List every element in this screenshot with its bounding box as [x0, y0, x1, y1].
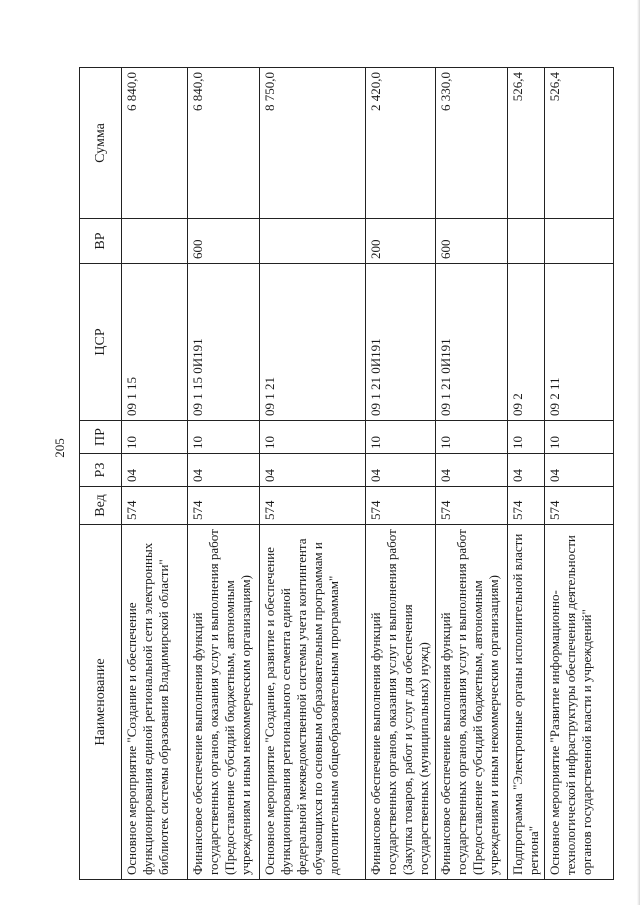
- cell-ved: 574: [260, 487, 366, 525]
- header-rz: РЗ: [80, 454, 122, 487]
- cell-csr: 09 2: [508, 264, 545, 421]
- cell-rz: 04: [122, 454, 188, 487]
- cell-csr: 09 1 21 0И191: [366, 264, 436, 421]
- cell-rz: 04: [188, 454, 260, 487]
- budget-table-wrapper: [79, 68, 612, 880]
- cell-name: Финансовое обеспечение выполнения функций государственных органов, оказания услуг и выполнения работ (Предоставление субсидий бюджетным, автономным учреждениям и иным некоммерческим организациям): [436, 525, 508, 880]
- cell-ved: 574: [366, 487, 436, 525]
- table-row: [508, 68, 545, 880]
- cell-pr: 10: [366, 421, 436, 454]
- cell-rz: 04: [545, 454, 614, 487]
- table-row: [188, 68, 260, 880]
- cell-csr: 09 1 15: [122, 264, 188, 421]
- cell-sum: 526,4: [508, 68, 545, 219]
- cell-sum: 6 840,0: [122, 68, 188, 219]
- cell-pr: 10: [436, 421, 508, 454]
- table-row: [366, 68, 436, 880]
- cell-rz: 04: [366, 454, 436, 487]
- cell-ved: 574: [545, 487, 614, 525]
- cell-ved: 574: [436, 487, 508, 525]
- header-pr: ПР: [80, 421, 122, 454]
- table-header-row: [80, 68, 122, 880]
- table-row: [436, 68, 508, 880]
- cell-csr: 09 1 21: [260, 264, 366, 421]
- page-number: 205: [52, 438, 67, 458]
- cell-ved: 574: [122, 487, 188, 525]
- cell-vr: [122, 219, 188, 264]
- cell-name: Финансовое обеспечение выполнения функций государственных органов, оказания услуг и выполнения работ (Предоставление субсидий бюджетным, автономным учреждениям и иным некоммерческим организациям): [188, 525, 260, 880]
- table-row: [122, 68, 188, 880]
- cell-name: Основное мероприятие "Создание и обеспечение функционирования единой региональной сети электронных библиотек системы образования Владимирской области": [122, 525, 188, 880]
- cell-ved: 574: [188, 487, 260, 525]
- cell-rz: 04: [508, 454, 545, 487]
- cell-rz: 04: [260, 454, 366, 487]
- header-vr: ВР: [80, 219, 122, 264]
- cell-vr: [508, 219, 545, 264]
- cell-sum: 2 420,0: [366, 68, 436, 219]
- cell-name: Основное мероприятие "Развитие информационно-технологической инфраструктуры обеспечения деятельности органов государственной власти и учреждений": [545, 525, 614, 880]
- cell-vr: [260, 219, 366, 264]
- cell-vr: 600: [436, 219, 508, 264]
- cell-vr: 600: [188, 219, 260, 264]
- cell-sum: 6 330,0: [436, 68, 508, 219]
- budget-table: [79, 67, 614, 880]
- header-csr: ЦСР: [80, 264, 122, 421]
- header-ved: Вед: [80, 487, 122, 525]
- header-sum: Сумма: [80, 68, 122, 219]
- cell-csr: 09 1 15 0И191: [188, 264, 260, 421]
- table-row: [260, 68, 366, 880]
- cell-name: Подпрограмма "Электронные органы исполнительной власти региона": [508, 525, 545, 880]
- cell-pr: 10: [122, 421, 188, 454]
- cell-rz: 04: [436, 454, 508, 487]
- cell-pr: 10: [188, 421, 260, 454]
- cell-ved: 574: [508, 487, 545, 525]
- cell-csr: 09 1 21 0И191: [436, 264, 508, 421]
- cell-vr: [545, 219, 614, 264]
- header-name: Наименование: [80, 525, 122, 880]
- cell-name: Основное мероприятие "Создание, развитие и обеспечение функционирования регионального сегмента единой федеральной межведомственной системы учета контингента обучающихся по основным образовательным программам и дополнительным общеобразовательным программам": [260, 525, 366, 880]
- cell-name: Финансовое обеспечение выполнения функций государственных органов, оказания услуг и выполнения работ (Закупка товаров, работ и услуг для обеспечения государственных (муниципальных) нужд): [366, 525, 436, 880]
- cell-sum: 526,4: [545, 68, 614, 219]
- cell-pr: 10: [508, 421, 545, 454]
- cell-pr: 10: [260, 421, 366, 454]
- cell-pr: 10: [545, 421, 614, 454]
- cell-sum: 6 840,0: [188, 68, 260, 219]
- cell-sum: 8 750,0: [260, 68, 366, 219]
- table-row: [545, 68, 614, 880]
- cell-csr: 09 2 11: [545, 264, 614, 421]
- cell-vr: 200: [366, 219, 436, 264]
